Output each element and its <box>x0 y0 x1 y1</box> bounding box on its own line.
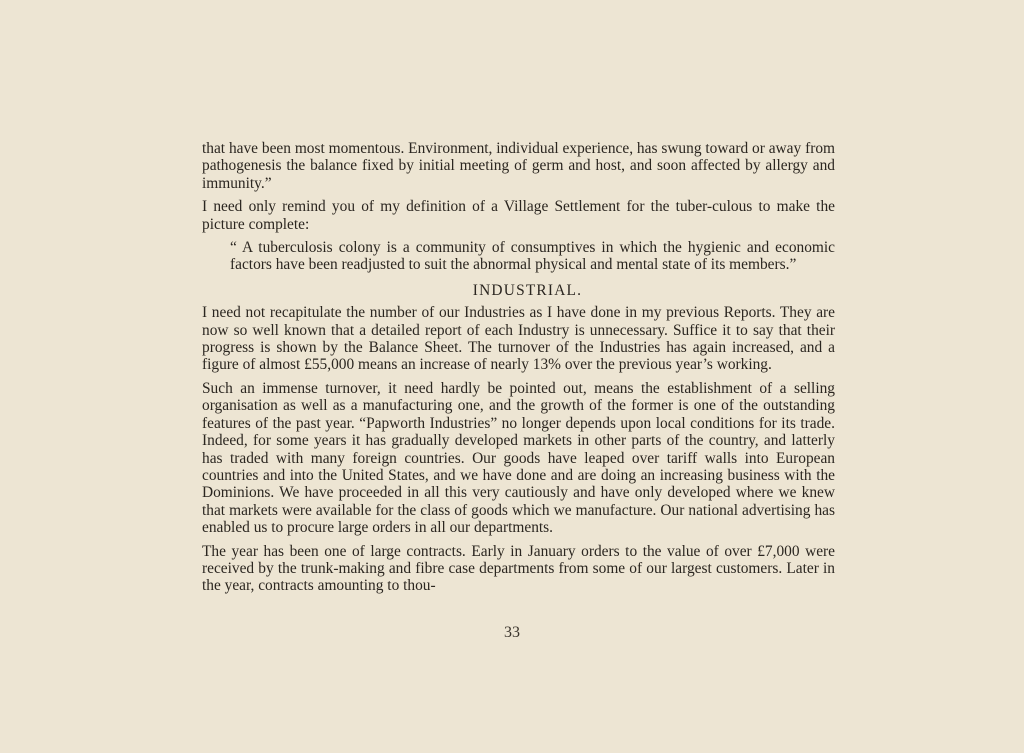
paragraph-momentous: that have been most momentous. Environment, individual experience, has swung toward or away from pathogenesis the balance fixed by initial meeting of germ and host, and soon affected by allergy and immunity.” <box>202 140 835 192</box>
paragraph-turnover: Such an immense turnover, it need hardly be pointed out, means the establishment of a selling organisation as well as a manufacturing one, and the growth of the former is one of the outstanding features of the past year. “Papworth Industries” no longer depends upon local conditions for its trade. Indeed, for some years it has gradually developed markets in other parts of the country, and latterly has traded with many foreign countries. Our goods have leaped over tariff walls into European countries and into the United States, and we have done and are doing an increasing business with the Dominions. We have proceeded in all this very cautiously and have only developed where we knew that markets were available for the class of goods which we manufacture. Our national advertising has enabled us to procure large orders in all our departments. <box>202 379 835 537</box>
paragraph-village-settlement: I need only remind you of my definition of a Village Settlement for the tuber-culous to make the picture complete: <box>202 198 835 233</box>
block-quote-definition: “ A tuberculosis colony is a community of consumptives in which the hygienic and economic factors have been readjusted to suit the abnormal physical and mental state of its members.” <box>230 239 835 274</box>
page-number: 33 <box>504 624 520 641</box>
paragraph-contracts: The year has been one of large contracts. Early in January orders to the value of over £7,000 were received by the trunk-making and fibre case departments from some of our largest customers. Later in the year, contracts amounting to thou- <box>202 542 835 595</box>
section-heading-industrial: INDUSTRIAL. <box>472 281 583 299</box>
body-text <box>202 140 835 601</box>
paragraph-recapitulate: I need not recapitulate the number of our Industries as I have done in my previous Reports. They are now so well known that a detailed report of each Industry is unnecessary. Suffice it to say that their progress is shown by the Balance Sheet. The turnover of the Industries has again increased, and a figure of almost £55,000 means an increase of nearly 13% over the previous year’s working. <box>202 304 835 374</box>
